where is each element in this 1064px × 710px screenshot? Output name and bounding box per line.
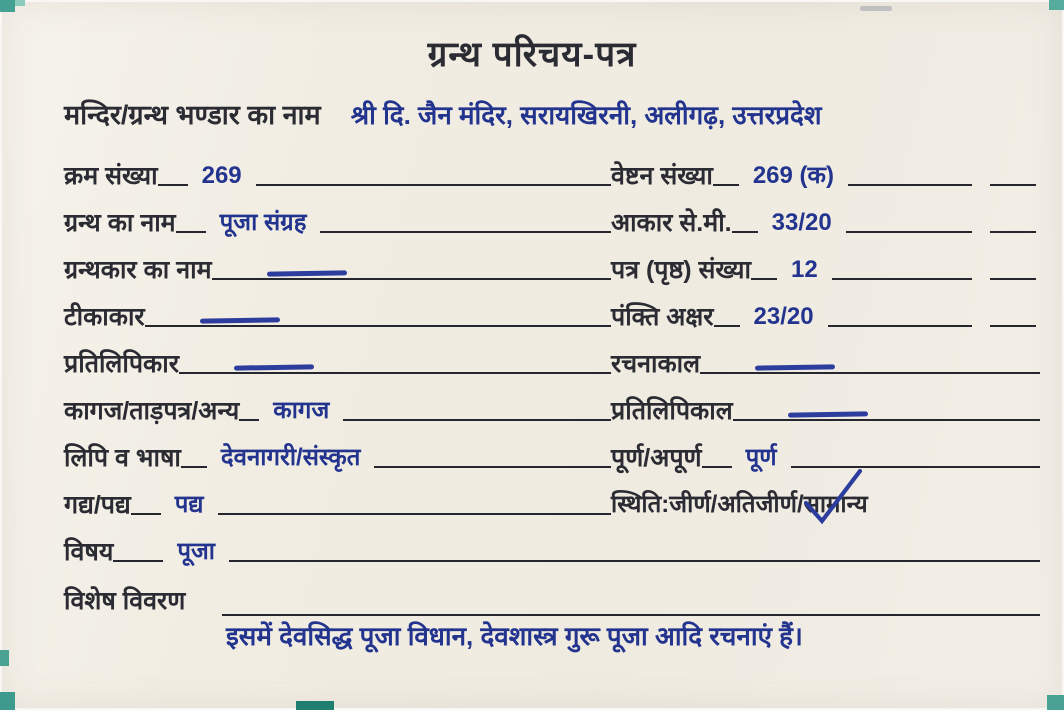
field-label: ग्रन्थ का नाम: [64, 209, 176, 237]
ruled-line: [990, 325, 1036, 327]
pen-dash: [234, 364, 314, 370]
field-prose-verse: [64, 480, 611, 527]
ruled-line: [131, 513, 161, 515]
field-value: पूजा: [177, 538, 215, 565]
field-bundle-number: [611, 151, 1040, 198]
field-composition-date: [611, 339, 1040, 386]
ruled-line: [256, 184, 611, 186]
field-label: कागज/ताड़पत्र/अन्य: [64, 397, 240, 425]
field-size-cm: [611, 198, 1040, 245]
ruled-line: [158, 184, 188, 186]
ruled-line: [374, 466, 611, 468]
ruled-line: [828, 325, 972, 327]
field-label: वेष्टन संख्या: [611, 162, 713, 190]
field-label: विषय: [64, 538, 114, 566]
field-condition: [611, 480, 1040, 527]
field-value: 12: [790, 256, 818, 283]
field-label: विशेष विवरण: [64, 587, 186, 615]
field-label: लिपि व भाषा: [64, 444, 181, 472]
field-label: क्रम संख्या: [64, 162, 158, 190]
field-material: [64, 386, 611, 433]
ruled-line: [733, 419, 1040, 421]
field-copyist: [64, 339, 611, 386]
form-row: [64, 527, 1040, 574]
ruled-line: [848, 184, 972, 186]
scan-artifact: [1047, 695, 1064, 710]
ruled-line: [179, 372, 611, 374]
temple-name-value: श्री दि. जैन मंदिर, सरायखिरनी, अलीगढ़, उत्तरप्रदेश: [350, 100, 822, 130]
form-row: [64, 339, 1040, 386]
form-row: [64, 386, 1040, 433]
condition-checked-option: [804, 483, 868, 527]
ruled-line: [714, 325, 740, 327]
scan-artifact: [0, 0, 15, 12]
ruled-line: [702, 466, 732, 468]
pen-dash: [267, 270, 347, 276]
ruled-line: [222, 614, 1040, 616]
page-title: ग्रन्थ परिचय-पत्र: [427, 35, 637, 74]
field-temple-name: [64, 93, 1040, 137]
field-copy-date: [611, 386, 1040, 433]
field-value: पूर्ण: [745, 444, 777, 471]
ruled-line: [751, 278, 777, 280]
form-row: [64, 292, 1040, 339]
field-granth-name: [64, 198, 611, 245]
field-label: प्रतिलिपिकाल: [611, 397, 733, 425]
condition-options: स्थिति:जीर्ण/अतिजीर्ण/: [611, 491, 804, 518]
field-value: इसमें देवसिद्ध पूजा विधान, देवशास्त्र गुरू पूजा आदि रचनाएं हैं।: [226, 621, 803, 651]
temple-name-label: मन्दिर/ग्रन्थ भण्डार का नाम: [64, 100, 321, 130]
field-value: देवनागरी/संस्कृत: [220, 444, 361, 471]
field-value: 269 (क): [752, 162, 834, 189]
ruled-line: [181, 466, 207, 468]
pen-dash: [755, 364, 835, 370]
field-label: ग्रन्थकार का नाम: [64, 256, 212, 284]
field-completeness: [611, 433, 1040, 480]
ruled-line: [239, 419, 259, 421]
ruled-line: [229, 560, 1040, 562]
ruled-line: [212, 278, 611, 280]
field-author-name: [64, 245, 611, 292]
scan-artifact: [15, 0, 25, 6]
form-row: [64, 480, 1040, 527]
ruled-line: [791, 466, 1040, 468]
pen-dash: [788, 411, 868, 417]
ruled-line: [832, 278, 972, 280]
field-label: पूर्ण/अपूर्ण: [611, 444, 702, 472]
ruled-line: [145, 325, 611, 327]
field-serial-number: [64, 151, 611, 198]
condition-checked-label: सामान्य: [803, 491, 868, 518]
form-row: [64, 245, 1040, 292]
ruled-line: [176, 231, 206, 233]
field-value: 33/20: [771, 209, 832, 236]
field-subject: [64, 527, 1040, 574]
field-value: पद्य: [174, 491, 204, 518]
field-label: आकार से.मी.: [611, 209, 732, 237]
scan-artifact: [0, 650, 9, 666]
form-row: [64, 433, 1040, 480]
field-label: रचनाकाल: [611, 350, 701, 378]
ruled-line: [846, 231, 972, 233]
scan-artifact: [0, 692, 15, 710]
ruled-line: [732, 231, 758, 233]
pen-dash: [200, 317, 280, 323]
ruled-line: [990, 278, 1036, 280]
ruled-line: [218, 513, 612, 515]
field-label: गद्य/पद्य: [64, 491, 131, 519]
field-script-language: [64, 433, 611, 480]
field-value: पूजा संग्रह: [219, 209, 307, 236]
ruled-line: [113, 560, 163, 562]
field-label: प्रतिलिपिकार: [64, 350, 179, 378]
form-body: [64, 151, 1040, 574]
ruled-line: [990, 184, 1036, 186]
scan-artifact: [1049, 0, 1064, 10]
ruled-line: [700, 372, 1040, 374]
field-label: पत्र (पृष्ठ) संख्या: [611, 256, 751, 284]
field-label: टीकाकार: [64, 303, 145, 331]
field-label: पंक्ति अक्षर: [611, 303, 714, 331]
field-value: 269: [201, 162, 242, 189]
field-commentator: [64, 292, 611, 339]
ruled-line: [320, 231, 611, 233]
form-row: [64, 151, 1040, 198]
ruled-line: [343, 419, 611, 421]
field-value: कागज: [273, 397, 330, 424]
field-value: 23/20: [753, 303, 814, 330]
ruled-line: [713, 184, 739, 186]
scan-artifact: [860, 6, 892, 11]
field-special-details: [64, 574, 1040, 654]
field-page-count: [611, 245, 1040, 292]
ruled-line: [990, 231, 1036, 233]
scan-artifact: [296, 701, 334, 710]
form-row: [64, 198, 1040, 245]
field-lines-letters: [611, 292, 1040, 339]
